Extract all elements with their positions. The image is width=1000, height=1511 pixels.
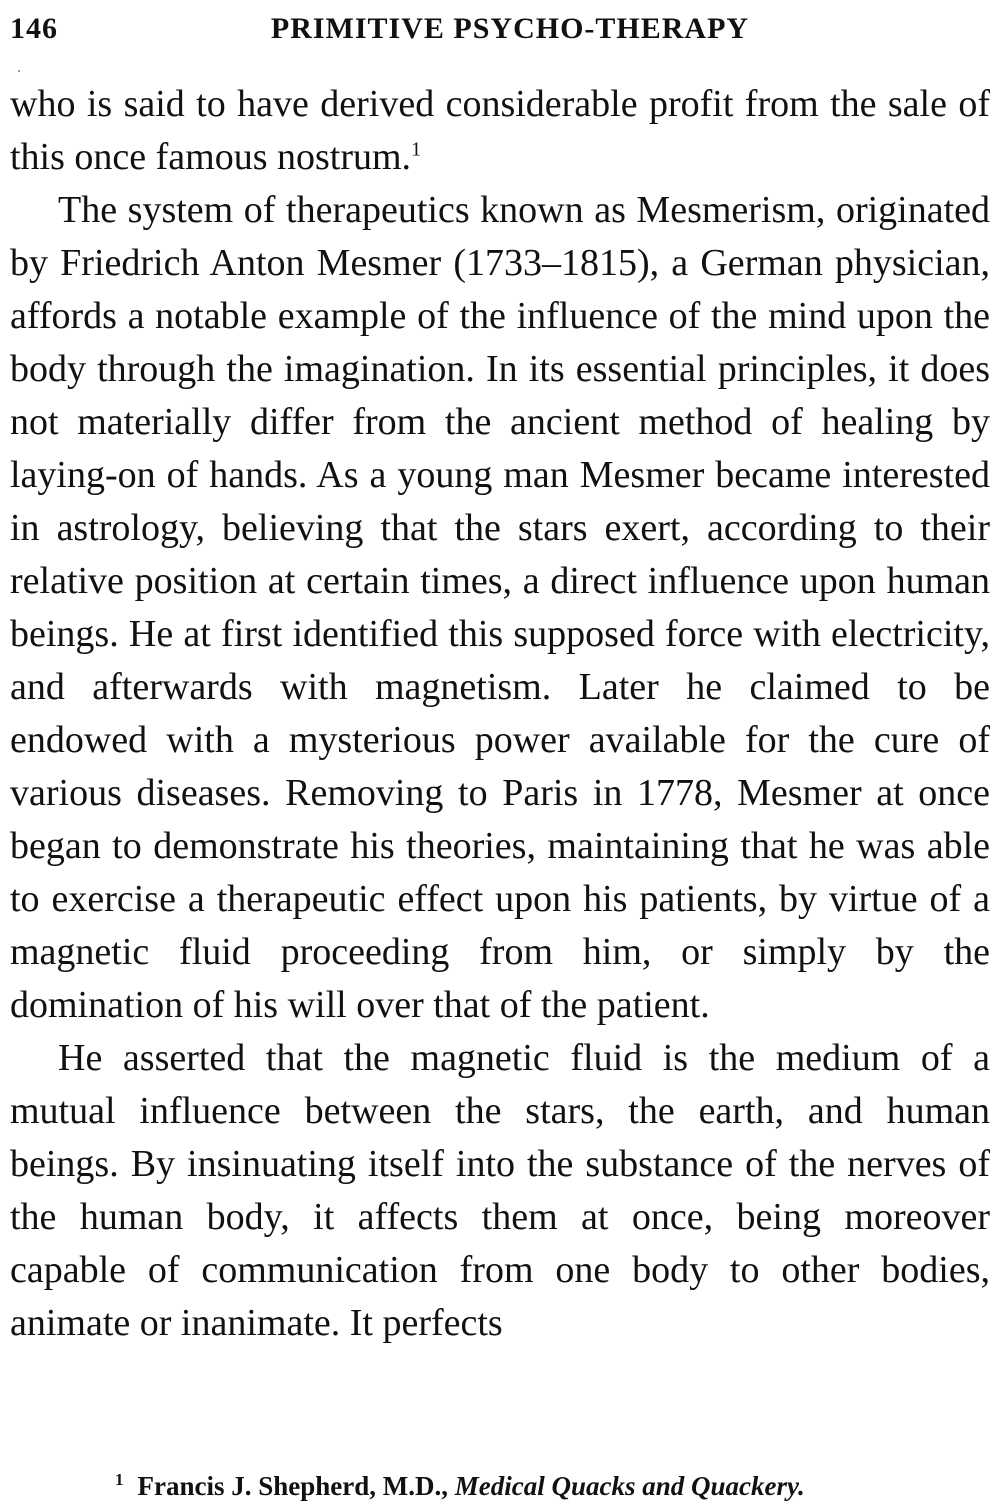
print-speck [18, 70, 20, 72]
footnote [115, 1470, 975, 1502]
paragraph-3: He asserted that the magnetic fluid is the medium of a mutual influence between the stars, the earth, and human beings. By insinuating itself into the substance of the nerves of the human body, it affects them at once, being moreover capable of communication from one body to other bodies, animate or inanimate. It perfects [10, 1037, 990, 1344]
paragraph-2: The system of therapeutics known as Mesmerism, originated by Friedrich Anton Mesmer (1733–1815), a German physician, affords a notable example of the influence of the mind upon the body through the imagination. In its essential principles, it does not materially differ from the ancient method of healing by laying-on of hands. As a young man Mesmer became interested in astrology, believing that the stars exert, according to their relative position at certain times, a direct influence upon human beings. He at first identified this supposed force with electricity, and afterwards with magnetism. Later he claimed to be endowed with a mysterious power available for the cure of various diseases. Removing to Paris in 1778, Mesmer at once began to demonstrate his theories, maintaining that he was able to exercise a therapeutic effect upon his patients, by virtue of a magnetic fluid proceeding from him, or simply by the domination of his will over that of the patient. [10, 189, 990, 1026]
paragraph-1-text: who is said to have derived considerable profit from the sale of this once famous nostrum. [10, 83, 990, 178]
body-text [10, 78, 990, 1350]
footnote-mark: 1 [115, 1470, 124, 1489]
page-number: 146 [10, 12, 58, 45]
footnote-reference[interactable]: 1 [411, 138, 422, 161]
running-head: PRIMITIVE PSYCHO-THERAPY [270, 12, 750, 45]
page-header [10, 12, 990, 52]
paragraph-1 [10, 78, 990, 184]
footnote-title: Medical Quacks and Quackery. [454, 1471, 805, 1501]
footnote-author: Francis J. Shepherd, M.D., [137, 1471, 448, 1501]
